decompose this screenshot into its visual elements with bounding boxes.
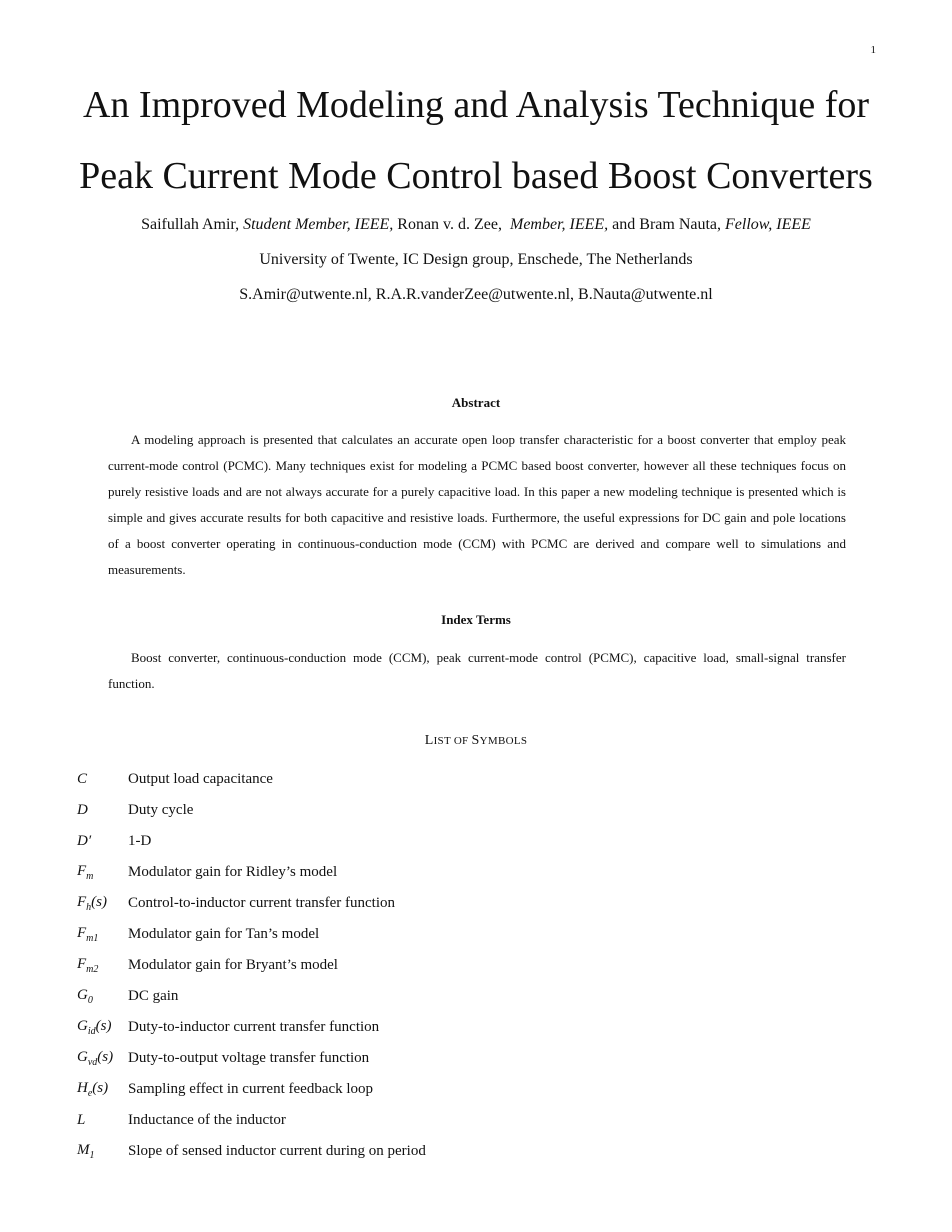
symbol-row bbox=[77, 826, 877, 857]
symbol-row bbox=[77, 888, 877, 919]
symbol-subscript: m bbox=[86, 871, 94, 882]
abstract-heading: Abstract bbox=[451, 395, 501, 410]
symbol-subscript: h bbox=[86, 902, 92, 913]
symbol-notation bbox=[77, 956, 128, 975]
symbol-row bbox=[77, 1043, 877, 1074]
symbol-base: D bbox=[77, 802, 88, 818]
abstract-text: A modeling approach is presented that calculates an accurate open loop transfer characteristic for a boost converter that employ peak current-mode control (PCMC). Many techniques exist for modeling a PCMC based boost converter, however all these techniques focus on purely resistive loads and are not always accurate for a purely capacitive load. In this paper a new modeling technique is presented which is simple and gives accurate results for both capacitive and resistive loads. Furthermore, the useful expressions for DC gain and pole locations of a boost converter operating in continuous-conduction mode (CCM) with PCMC are derived and compare well to simulations and measurements. bbox=[108, 432, 846, 577]
symbol-description: Duty cycle bbox=[128, 802, 194, 818]
index-terms-heading: Index Terms bbox=[441, 612, 511, 627]
symbol-subscript: vd bbox=[87, 1057, 98, 1068]
symbol-subscript: e bbox=[87, 1088, 93, 1099]
symbol-base: C bbox=[77, 771, 88, 787]
symbol-argument: (s) bbox=[92, 1080, 109, 1096]
symbol-base: H bbox=[77, 1080, 88, 1096]
author-1-name: Saifullah Amir, bbox=[141, 216, 240, 233]
symbol-argument: (s) bbox=[91, 894, 107, 910]
symbol-description: Inductance of the inductor bbox=[128, 1112, 286, 1128]
symbol-notation bbox=[77, 833, 128, 850]
symbol-notation bbox=[77, 1049, 128, 1068]
symbol-argument: (s) bbox=[97, 1049, 114, 1065]
symbol-description: Modulator gain for Bryant’s model bbox=[128, 957, 338, 973]
symbol-base: G bbox=[77, 987, 88, 1003]
symbol-notation bbox=[77, 1142, 128, 1161]
symbols-heading-ymbols: YMBOLS bbox=[479, 735, 528, 747]
symbol-base: D′ bbox=[77, 833, 92, 849]
symbol-description: DC gain bbox=[128, 988, 179, 1004]
symbol-row bbox=[77, 1105, 877, 1136]
symbol-description: Slope of sensed inductor current during on period bbox=[128, 1143, 426, 1159]
author-line bbox=[0, 214, 952, 236]
symbol-row bbox=[77, 857, 877, 888]
symbol-row bbox=[77, 919, 877, 950]
symbol-row bbox=[77, 1074, 877, 1105]
symbol-notation bbox=[77, 771, 128, 788]
title-line-2: Peak Current Mode Control based Boost Converters bbox=[79, 155, 873, 197]
symbol-description: Control-to-inductor current transfer function bbox=[128, 895, 395, 911]
symbol-base: F bbox=[77, 925, 87, 941]
symbol-description: Output load capacitance bbox=[128, 771, 273, 787]
symbol-subscript: m1 bbox=[86, 933, 99, 944]
symbol-row bbox=[77, 981, 877, 1012]
symbol-row bbox=[77, 764, 877, 795]
symbol-base: L bbox=[77, 1112, 86, 1128]
symbol-subscript: m2 bbox=[86, 964, 99, 975]
symbol-notation bbox=[77, 894, 128, 913]
symbol-base: F bbox=[77, 863, 87, 879]
author-emails: S.Amir@utwente.nl, R.A.R.vanderZee@utwente.nl, B.Nauta@utwente.nl bbox=[239, 286, 713, 303]
symbols-heading-S: S bbox=[471, 733, 480, 748]
symbol-row bbox=[77, 795, 877, 826]
author-3-name: and Bram Nauta, bbox=[612, 216, 722, 233]
symbol-base: F bbox=[77, 894, 87, 910]
symbol-description: Sampling effect in current feedback loop bbox=[128, 1081, 374, 1097]
symbol-base: M bbox=[77, 1142, 90, 1158]
symbol-notation bbox=[77, 1018, 128, 1037]
author-2-role: Member, IEEE, bbox=[509, 216, 609, 233]
symbol-description: 1-D bbox=[128, 833, 152, 849]
symbol-notation bbox=[77, 802, 128, 819]
symbol-subscript: id bbox=[87, 1026, 96, 1037]
symbol-base: G bbox=[77, 1049, 88, 1065]
symbol-notation bbox=[77, 987, 128, 1006]
symbol-row bbox=[77, 1012, 877, 1043]
symbol-base: F bbox=[77, 956, 87, 972]
list-of-symbols-heading bbox=[0, 731, 952, 751]
symbol-row bbox=[77, 950, 877, 981]
symbols-heading-ist-of: IST OF bbox=[433, 735, 472, 747]
symbol-description: Duty-to-inductor current transfer function bbox=[128, 1019, 380, 1035]
symbol-notation bbox=[77, 1080, 128, 1099]
symbol-subscript: 0 bbox=[87, 995, 93, 1006]
author-1-role: Student Member, IEEE, bbox=[243, 216, 394, 233]
symbol-description: Duty-to-output voltage transfer function bbox=[128, 1050, 370, 1066]
page-number: 1 bbox=[870, 44, 876, 56]
symbol-argument: (s) bbox=[95, 1018, 112, 1034]
symbol-notation bbox=[77, 1112, 128, 1129]
symbol-base: G bbox=[77, 1018, 88, 1034]
symbol-notation bbox=[77, 863, 128, 882]
symbol-list bbox=[77, 764, 877, 1167]
symbol-description: Modulator gain for Ridley’s model bbox=[128, 864, 338, 880]
symbol-notation bbox=[77, 925, 128, 944]
title-line-1: An Improved Modeling and Analysis Technique for bbox=[82, 84, 870, 126]
author-3-role: Fellow, IEEE bbox=[725, 216, 811, 233]
affiliation: University of Twente, IC Design group, Enschede, The Netherlands bbox=[259, 251, 693, 268]
paper-title bbox=[0, 70, 952, 212]
symbol-description: Modulator gain for Tan’s model bbox=[128, 926, 320, 942]
index-terms-text: Boost converter, continuous-conduction mode (CCM), peak current-mode control (PCMC), capacitive load, small-signal transfer function. bbox=[108, 650, 846, 691]
author-2-name: Ronan v. d. Zee, bbox=[397, 216, 502, 233]
symbol-subscript: 1 bbox=[89, 1150, 95, 1161]
symbols-heading-L: L bbox=[424, 733, 434, 748]
symbol-row bbox=[77, 1136, 877, 1167]
